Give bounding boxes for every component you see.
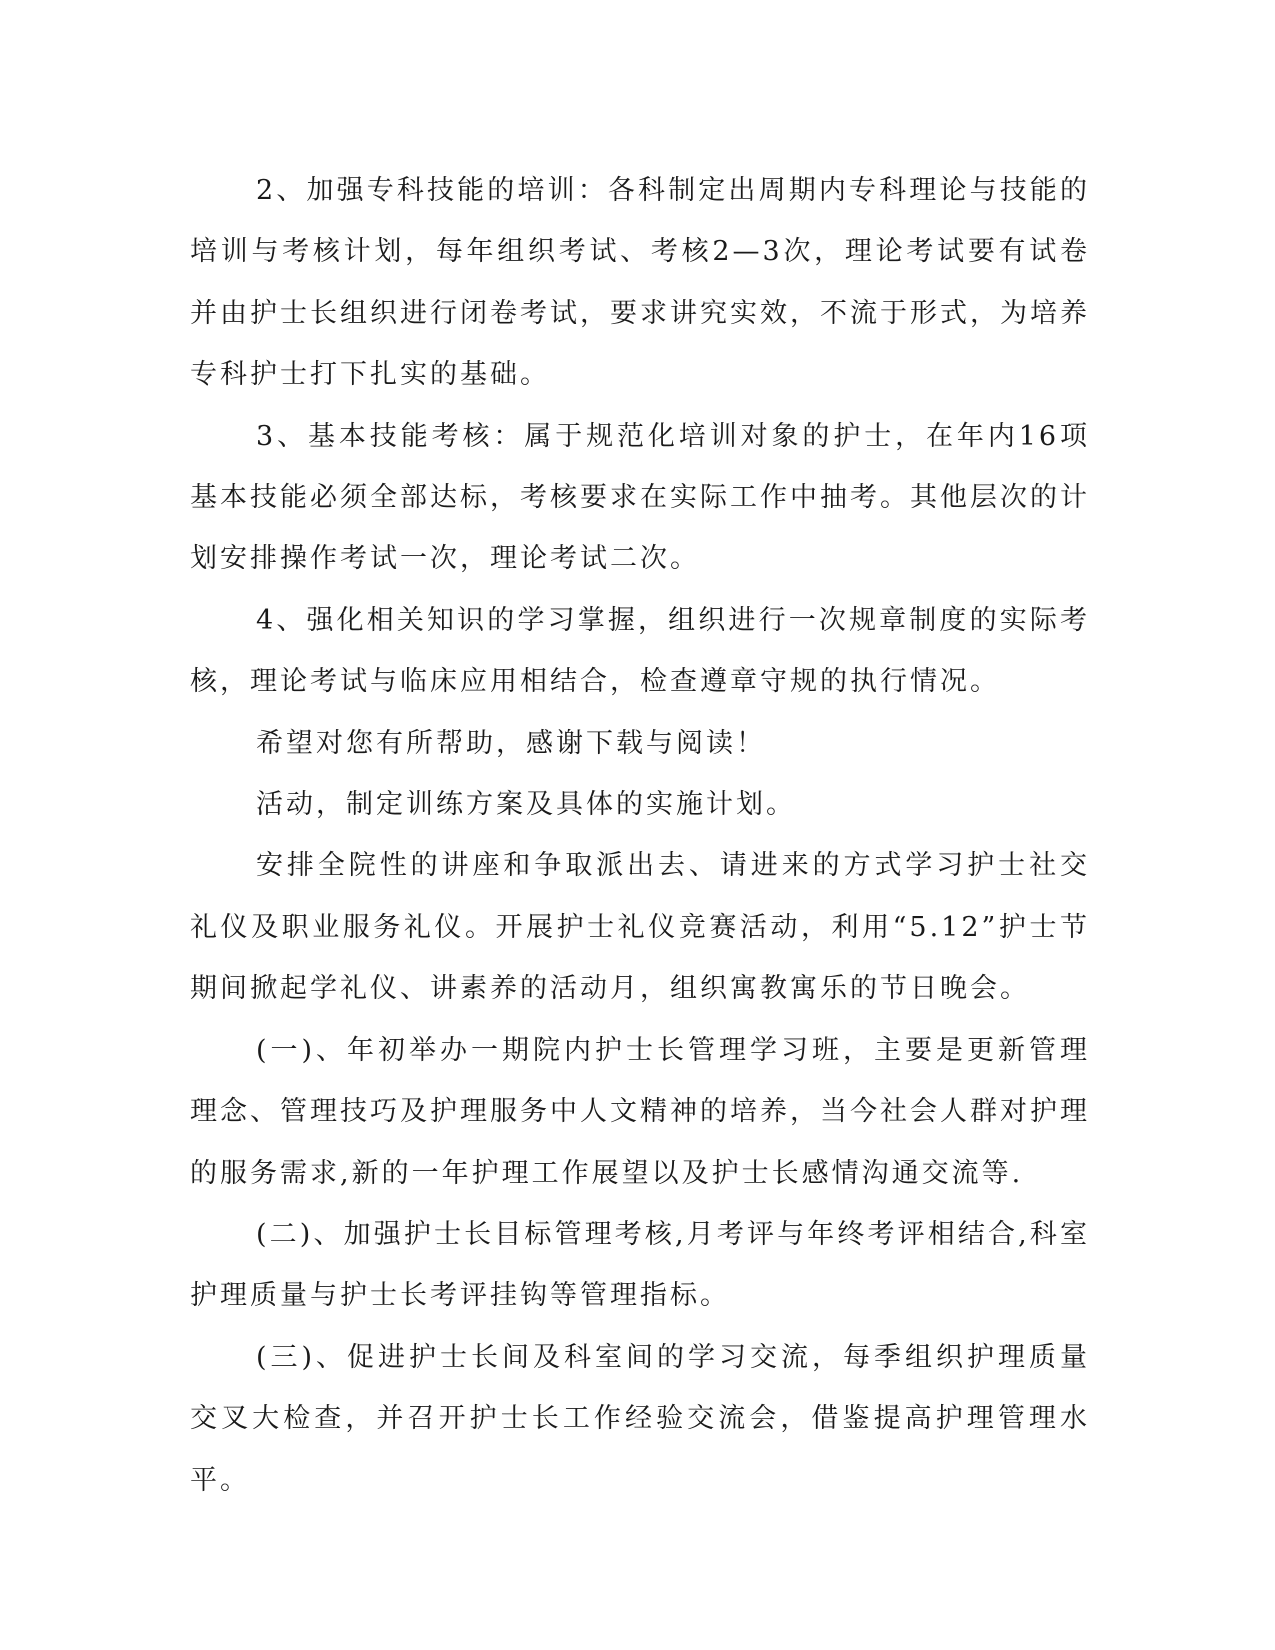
paragraph-thanks-note: 希望对您有所帮助，感谢下载与阅读！ (256, 727, 766, 759)
paragraph-head-nurse-training-class: (一)、年初举办一期院内护士长管理学习班，主要是更新管理理念、管理技巧及护理服务中人文精神的培养，当今社会人群对护理的服务需求,新的一年护理工作展望以及护士长感情沟通交流等. (190, 1034, 1090, 1189)
paragraph-head-nurse-assessment: (二)、加强护士长目标管理考核,月考评与年终考评相结合,科室护理质量与护士长考评挂钩等管理指标。 (190, 1218, 1090, 1312)
paragraph-related-knowledge: 4、强化相关知识的学习掌握，组织进行一次规章制度的实际考核，理论考试与临床应用相结合，检查遵章守规的执行情况。 (190, 604, 1090, 698)
paragraph-head-nurse-exchange: (三)、促进护士长间及科室间的学习交流，每季组织护理质量交叉大检查，并召开护士长工作经验交流会，借鉴提高护理管理水平。 (190, 1341, 1090, 1496)
paragraph-activity-plan: 活动，制定训练方案及具体的实施计划。 (256, 789, 796, 821)
paragraph-specialty-skills-training: 2、加强专科技能的培训：各科制定出周期内专科理论与技能的培训与考核计划，每年组织考试、考核2—3次，理论考试要有试卷并由护士长组织进行闭卷考试，要求讲究实效，不流于形式，为培养专科护士打下扎实的基础。 (190, 175, 1090, 391)
paragraph-basic-skills-assessment: 3、基本技能考核：属于规范化培训对象的护士，在年内16项基本技能必须全部达标，考核要求在实际工作中抽考。其他层次的计划安排操作考试一次，理论考试二次。 (190, 420, 1090, 575)
paragraph-etiquette-training: 安排全院性的讲座和争取派出去、请进来的方式学习护士社交礼仪及职业服务礼仪。开展护士礼仪竞赛活动，利用“5.12”护士节期间掀起学礼仪、讲素养的活动月，组织寓教寓乐的节日晚会。 (190, 850, 1090, 1005)
document-body (190, 160, 1090, 1511)
